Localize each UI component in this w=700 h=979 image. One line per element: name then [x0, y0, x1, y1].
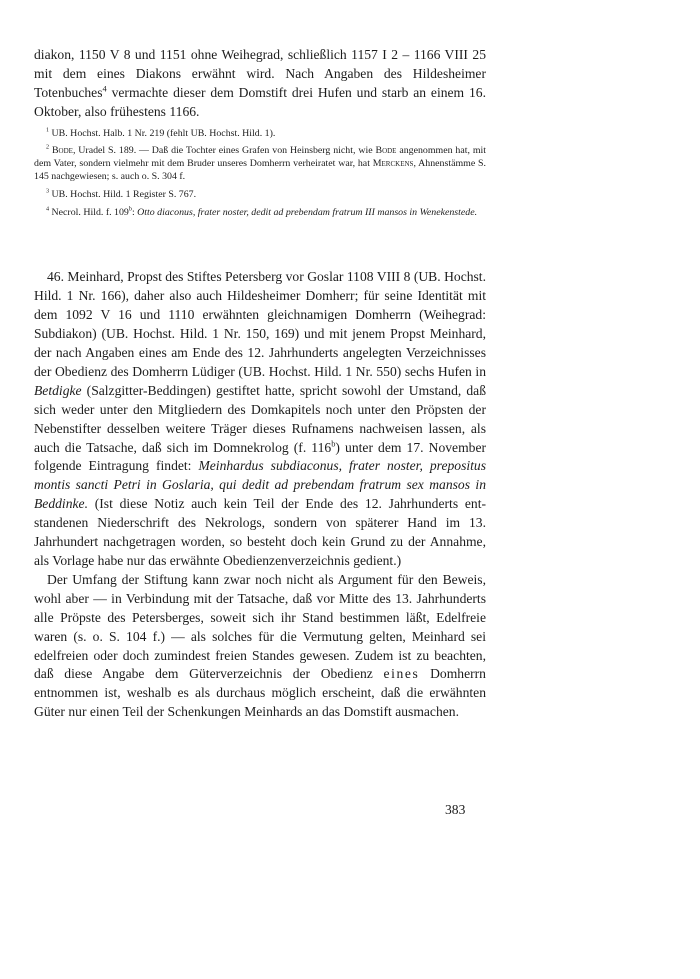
- superscript: b: [128, 206, 132, 213]
- paragraph-text: Domherrn entnommen ist, weshalb es als durchaus möglich erscheint, daß die erwähnten Güter nur einen Teil der Schenkungen Meinhards an das Domstift ausmachen.: [34, 666, 486, 720]
- continued-paragraph: [34, 46, 486, 122]
- author-name: Bode: [51, 145, 73, 157]
- emphasized-word: eines: [383, 666, 420, 682]
- footnote-text: :: [131, 206, 138, 218]
- paragraph-text: diakon, 1150 V 8 und 1151 ohne Weihegrad, schließlich 1157 I 2 – 1166 VIII 25 mit dem eines Diakons erwähnt wird. Nach Angaben des Hildesheimer Totenbuches: [34, 47, 486, 100]
- footnote-text: , Ahnenstämme S. 145 nachgewiesen; s. auch o. S. 304 f.: [34, 158, 486, 183]
- page-number: 383: [445, 802, 466, 817]
- latin-quotation: Meinhardus subdiaconus, frater noster, prepositus montis sancti Petri in Goslaria, qui dedit ad prebendam fratrum sex mansos in Beddinke.: [34, 458, 486, 512]
- footnote-number: 1: [46, 127, 50, 134]
- footnote-number: 3: [46, 188, 50, 195]
- paragraph-text: vermachte dieser dem Domstift drei Hufen und starb an einem 16. Oktober, also frühestens 1166.: [34, 84, 486, 119]
- footnote-2: [34, 145, 486, 183]
- footnote-1: [34, 128, 486, 141]
- second-paragraph: [34, 571, 486, 722]
- entry-46-paragraph: [34, 268, 486, 571]
- footnote-text: , Uradel S. 189. — Daß die Tochter eines Grafen von Heinsberg nicht, wie: [72, 145, 376, 157]
- page-body: [34, 46, 486, 722]
- paragraph-text: ) unter dem 17. November folgende Eintragung findet:: [34, 439, 487, 474]
- author-name: Merckens: [372, 158, 414, 170]
- paragraph-text: (Salzgitter-Beddingen) gestiftet hatte, spricht sowohl der Umstand, daß sich weder unter den Mitgliedern des Domkapitels noch unter den Pröpsten der Nebenstifter desselben weitere Träger dieses Rufnamens nachweisen lassen, als auch die Tatsache, daß sich im Domnekrolog (f. 116: [34, 382, 486, 455]
- superscript: b: [331, 438, 336, 449]
- footnote-4: [34, 207, 486, 220]
- paragraph-text: (Ist diese Notiz auch kein Teil der Ende des 12. Jahrhunderts entstandenen Niederschrift des Nekrologs, sondern von späterer Hand im 13. Jahrhundert nachgetragen worden, so besteht doch kein Grund zu der Annahme, als Vorlage habe nur das erwähnte Obedienzenverzeichnis gedient.): [34, 496, 486, 568]
- footnote-reference: 4: [102, 83, 107, 94]
- author-name: Bode: [375, 145, 397, 157]
- section-gap: [34, 224, 486, 268]
- footnotes: [34, 128, 486, 220]
- paragraph-text: 46. Meinhard, Propst des Stiftes Petersberg vor Goslar 1108 VIII 8 (UB. Hochst. Hild. 1 Nr. 166), daher also auch Hildesheimer Domherr; für seine Identität mit dem 1092 V 16 und 1110 erwähnten gleichnamigen Domherrn (Weihegrad: Subdiakon) (UB. Hochst. Hild. 1 Nr. 150, 169) und mit jenem Propst Meinhard, der nach Angaben eines am Ende des 12. Jahrhunderts angelegten Verzeichnisses der Obedienz des Domherrn Lüdiger (UB. Hochst. Hild. 1 Nr. 550) sechs Hufen in: [34, 269, 486, 379]
- footnote-text: UB. Hochst. Halb. 1 Nr. 219 (fehlt UB. Hochst. Hild. 1).: [49, 127, 276, 139]
- place-name: Betdigke: [34, 382, 82, 398]
- footnote-3: [34, 189, 486, 202]
- latin-quotation: Otto diaconus, frater noster, dedit ad prebendam fratrum III mansos in Wenekenstede.: [137, 206, 478, 218]
- footnote-text: UB. Hochst. Hild. 1 Register S. 767.: [49, 188, 197, 200]
- footnote-number: 4: [46, 206, 50, 213]
- paragraph-text: Der Umfang der Stiftung kann zwar noch nicht als Argument für den Beweis, wohl aber — in Verbindung mit der Tatsache, daß vor Mitte des 13. Jahrhunderts alle Pröpste des Petersberges, soweit sich ihr Stand bestimmen läßt, Edelfreie waren (s. o. S. 104 f.) — als solches für die Vermutung gelten, Meinhard sei edelfreien oder doch zumindest freien Standes gewesen. Zudem ist zu beachten, daß diese Angabe dem Güterverzeichnis der Obedienz: [34, 571, 486, 682]
- footnote-number: 2: [46, 145, 50, 152]
- footnote-text: Necrol. Hild. f. 109: [49, 206, 129, 218]
- footnote-text: angenommen hat, mit dem Vater, sondern vielmehr mit dem Bruder unseres Domherrn verheiratet war, hat: [34, 145, 487, 170]
